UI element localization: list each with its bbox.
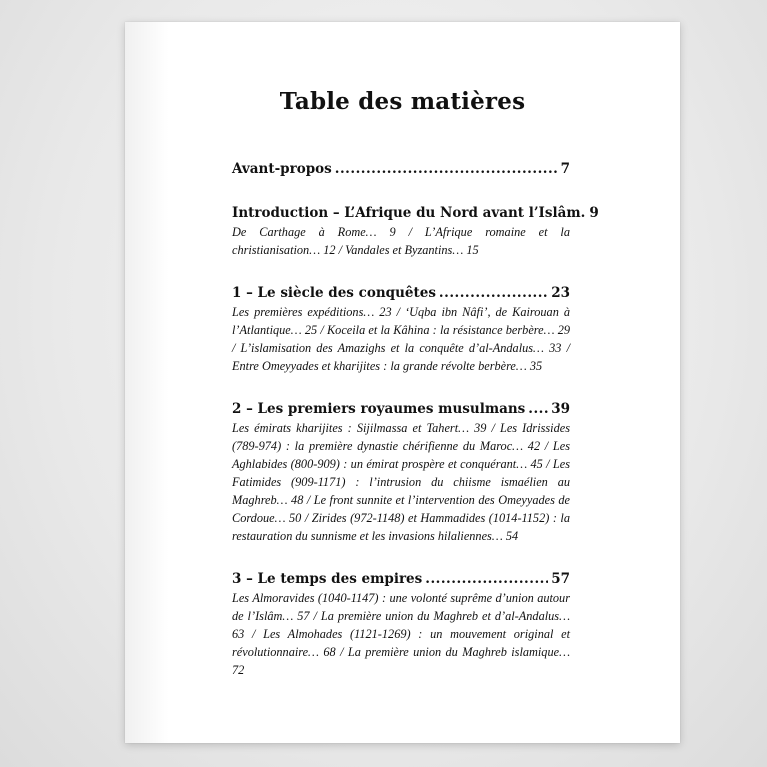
toc-entry-chapter-1	[232, 283, 570, 375]
toc-list	[232, 159, 599, 703]
page-spine-shadow	[125, 22, 169, 743]
toc-entry-introduction	[232, 203, 599, 259]
dot-leader	[425, 569, 548, 589]
toc-entry-heading	[232, 159, 570, 179]
toc-entry-page: 9	[589, 205, 599, 221]
toc-entry-page: 57	[551, 571, 570, 587]
dot-leader	[335, 159, 558, 179]
toc-entry-avant-propos	[232, 159, 570, 179]
toc-entry-heading	[232, 203, 599, 223]
dot-leader	[439, 283, 548, 303]
toc-entry-description: Les premières expéditions… 23 / ‘Uqba ibn Nâfi’, de Kairouan à l’Atlantique… 25 / Koceila et la Kâhina : la résistance berbère… 29 / L’islamisation des Amazighs et la conquête d’al-Andalus… 33 / Entre Omeyyades et kharijites : la grande révolte berbère… 35	[232, 305, 570, 373]
page-title: Table des matières	[279, 88, 526, 115]
toc-entry-heading	[232, 283, 570, 303]
toc-entry-page: 7	[560, 161, 570, 177]
toc-entry-title: Introduction – L’Afrique du Nord avant l’Islâm.	[232, 205, 586, 221]
toc-entry-description: Les Almoravides (1040-1147) : une volonté suprême d’union autour de l’Islâm… 57 / La première union du Maghreb et d’al-Andalus… 63 / Les Almohades (1121-1269) : un mouvement original et révolutionnaire… 68 / La première union du Maghreb islamique… 72	[232, 591, 570, 677]
toc-entry-description: Les émirats kharijites : Sijilmassa et Tahert… 39 / Les Idrissides (789-974) : la première dynastie chérifienne du Maroc… 42 / Les Aghlabides (800-909) : un émirat prospère et conquérant… 45 / Les Fatimides (909-1171) : l’intrusion du chiisme ismaélien au Maghreb… 48 / Le front sunnite et l’intervention des Omeyyades de Cordoue… 50 / Zirides (972-1148) et Hammadides (1014-1152) : la restauration du sunnisme et les invasions hilaliennes… 54	[232, 421, 570, 543]
dot-leader	[528, 399, 548, 419]
toc-entry-title: 2 – Les premiers royaumes musulmans	[232, 401, 526, 417]
toc-entry-title: 3 – Le temps des empires	[232, 571, 423, 587]
toc-entry-heading	[232, 399, 570, 419]
toc-entry-chapter-3	[232, 569, 570, 679]
toc-entry-description: De Carthage à Rome… 9 / L’Afrique romaine et la christianisation… 12 / Vandales et Byzantins… 15	[232, 225, 570, 257]
toc-entry-page: 23	[551, 285, 570, 301]
toc-entry-chapter-2	[232, 399, 570, 545]
toc-entry-title: 1 – Le siècle des conquêtes	[232, 285, 436, 301]
toc-entry-title: Avant-propos	[232, 161, 332, 177]
toc-entry-page: 39	[551, 401, 570, 417]
book-page	[125, 22, 680, 743]
toc-entry-heading	[232, 569, 570, 589]
